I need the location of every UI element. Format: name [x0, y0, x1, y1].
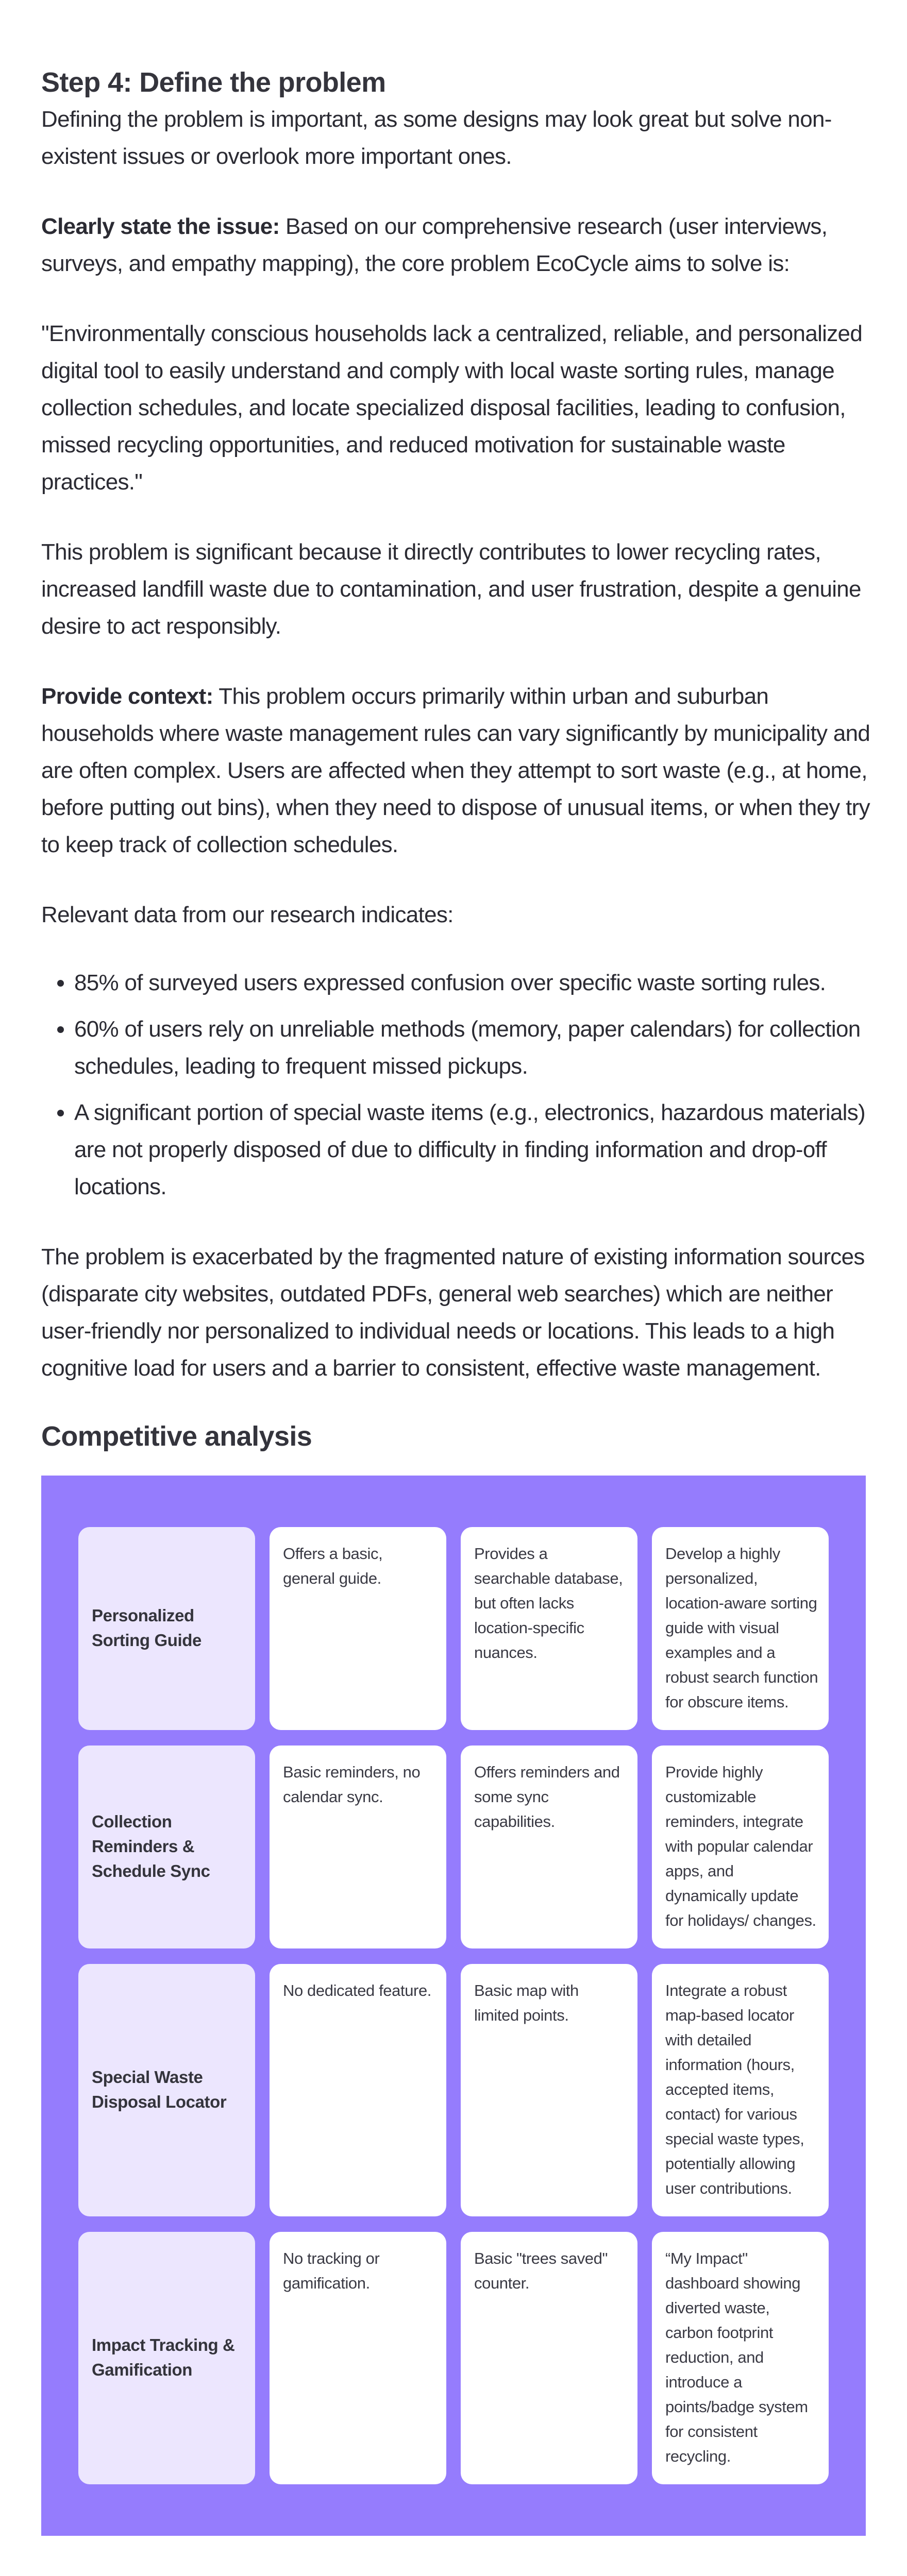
context-paragraph [41, 678, 876, 863]
feature-cell: Impact Tracking & Gamification [78, 2232, 255, 2484]
comparison-cell: No dedicated feature. [270, 1964, 446, 2216]
section-title: Step 4: Define the problem [41, 67, 386, 98]
list-item: • A significant portion of special waste items (e.g., electronics, hazardous materials) are not properly disposed of due to difficulty in finding information and drop-off locations. [74, 1094, 876, 1206]
intro-paragraph: Defining the problem is important, as some designs may look great but solve non-existent issues or overlook more important ones. [41, 107, 832, 169]
feature-cell: Personalized Sorting Guide [78, 1527, 255, 1730]
article [41, 0, 876, 2556]
comparison-cell: Basic reminders, no calendar sync. [270, 1745, 446, 1948]
problem-statement: "Environmentally conscious households lack a centralized, reliable, and personalized digital tool to easily understand and comply with local waste sorting rules, manage collection schedules, and locate specialized disposal facilities, leading to confusion, missed recycling opportunities, and reduced motivation for sustainable waste practices." [41, 321, 863, 495]
competitive-analysis-panel [41, 1476, 866, 2536]
comparison-cell: Offers a basic, general guide. [270, 1527, 446, 1730]
conclusion-paragraph: The problem is exacerbated by the fragmented nature of existing information sources (disparate city websites, outdated PDFs, general web searches) which are neither user-friendly nor personalized to individual needs or locations. This leads to a high cognitive load for users and a barrier to consistent, effective waste management. [41, 1244, 865, 1381]
comparison-cell: No tracking or gamification. [270, 2232, 446, 2484]
comparison-row [78, 2232, 829, 2484]
comparison-cell: Provides a searchable database, but often lacks location-specific nuances. [461, 1527, 637, 1730]
comparison-row [78, 1745, 829, 1948]
comparison-cell: Integrate a robust map-based locator with detailed information (hours, accepted items, contact) for various special waste types, potentially allowing user contributions. [652, 1964, 829, 2216]
list-item: • 85% of surveyed users expressed confusion over specific waste sorting rules. [74, 964, 876, 1002]
data-list [41, 964, 876, 1206]
feature-cell: Collection Reminders & Schedule Sync [78, 1745, 255, 1948]
issue-label: Clearly state the issue: [41, 214, 280, 239]
competitive-analysis-title: Competitive analysis [41, 1421, 312, 1452]
issue-text: Based on our comprehensive research (user interviews, surveys, and empathy mapping), the core problem EcoCycle aims to solve is: [41, 214, 828, 276]
list-item: • 60% of users rely on unreliable methods (memory, paper calendars) for collection schedules, leading to frequent missed pickups. [74, 1011, 876, 1085]
significance-paragraph: This problem is significant because it directly contributes to lower recycling rates, increased landfill waste due to contamination, and user frustration, despite a genuine desire to act responsibly. [41, 539, 861, 639]
comparison-cell: “My Impact" dashboard showing diverted waste, carbon footprint reduction, and introduce a points/badge system for consistent recycling. [652, 2232, 829, 2484]
comparison-cell: Develop a highly personalized, location-aware sorting guide with visual examples and a robust search function for obscure items. [652, 1527, 829, 1730]
comparison-cell: Offers reminders and some sync capabilities. [461, 1745, 637, 1948]
comparison-cell: Provide highly customizable reminders, integrate with popular calendar apps, and dynamically update for holidays/ changes. [652, 1745, 829, 1948]
comparison-cell: Basic map with limited points. [461, 1964, 637, 2216]
comparison-cell: Basic "trees saved" counter. [461, 2232, 637, 2484]
data-intro: Relevant data from our research indicates: [41, 902, 454, 927]
context-text: This problem occurs primarily within urban and suburban households where waste management rules can vary significantly by municipality and are often complex. Users are affected when they attempt to sort waste (e.g., at home, before putting out bins), when they need to dispose of unusual items, or when they try to keep track of collection schedules. [41, 684, 870, 857]
context-label: Provide context: [41, 684, 213, 709]
feature-cell: Special Waste Disposal Locator [78, 1964, 255, 2216]
issue-paragraph [41, 208, 876, 282]
comparison-row [78, 1964, 829, 2216]
comparison-row [78, 1527, 829, 1730]
